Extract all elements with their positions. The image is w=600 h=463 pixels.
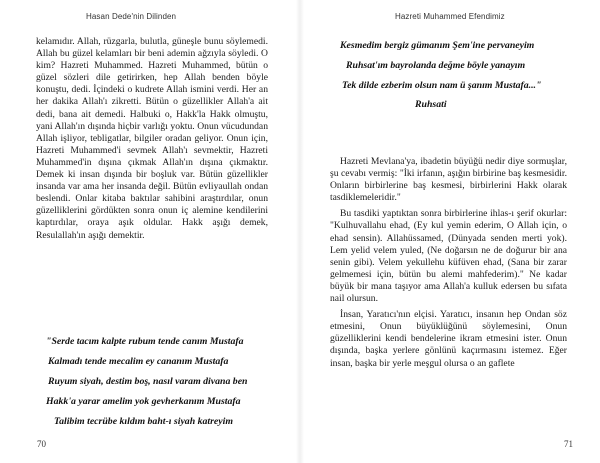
right-paragraph: Hazreti Mevlana'ya, ibadetin büyüğü nedir diye sormuşlar, şu cevabı vermiş: "İki irfanın, aşığın birbirine baş kesmesidir. Onların birbirlerine baş kesmesi, birbirlerini Hakk olarak tasdiklemeleridir." bbox=[330, 156, 567, 204]
left-verse-block bbox=[40, 332, 280, 432]
left-running-header: Hasan Dede'nin Dilinden bbox=[86, 12, 177, 21]
verse-line: Hakk'a yarar amelim yok gevherkanım Mustafa bbox=[46, 396, 241, 407]
verse-line: Kesmedim bergiz gümanım Şem'ine pervaneyim bbox=[340, 40, 535, 51]
verse-line: Kalmadı tende mecalim ey cananım Mustafa bbox=[48, 356, 229, 367]
verse-line: Ruyum siyah, destim boş, nasıl varam divana ben bbox=[48, 376, 248, 387]
left-body-text bbox=[36, 36, 268, 242]
book-gutter bbox=[296, 0, 304, 463]
left-page bbox=[0, 0, 295, 463]
poet-signature: Ruhsati bbox=[415, 99, 447, 110]
left-paragraph: kelamıdır. Allah, rüzgarla, bulutla, güneşle bunu söylemedi. Allah bu güzel kelamları bir beni ademin ağzıyla söyledi. O kim? Hazreti Muhammed. Hazreti Muhammed, bütün o güzel sözleri dile getirirken, hep Allah benden böyle konuştu, dedi. İçindeki o kudrete Allah ismini verdi. Her an her dakika Allah'ı zikretti. Bütün o güzellikler Allah'a ait dedi, bana ait demedi. Halbuki o, Hakk'la Hakk olmuştu, yani Allah'ın dışında hiçbir varlığı yoktu. Onun vücudundan Allah işliyor, tebligatlar, bilgiler oradan geliyor. Onun için, Hazreti Muhammed'i sevmek Allah'ı sevmektir, Hazreti Muhammed'in dışına çıkmak Allah'ın dışına çıkmaktır. Demek ki insan dışında bir boşluk var. Bütün güzellikler insanda var ama her insanda değil. Bütün evliyaullah ondan beslendi. Onlar kitaba baktılar sahibini araştırdılar, onun güzelliklerini gördükten sonra onun iç alemine kendilerini kaptırdılar, oraya aşık oldular. Hakk aşığı demek, Resulallah'ın aşığı demektir. bbox=[36, 36, 268, 241]
right-page bbox=[305, 0, 600, 463]
left-page-number: 70 bbox=[37, 439, 46, 449]
verse-line: Talibim tecrübe kıldım baht-ı siyah katreyim bbox=[54, 416, 233, 427]
right-paragraph: Bu tasdiki yaptıktan sonra birbirlerine ihlas-ı şerif okurlar: "Kulhuvallahu ehad, (Ey kul yemin ederim, O Allah için, o ehad sensin). Allahüssamed, (Dünyada senden merti yok). Lem yelid velem yuled, (Ne doğarsın ne de doğurur bir ana senin gibi). Velem yekullehu küfüven ehad, (Sana bir zarar gelmemesi için, bütün bu alemi mahfederim)." Ne kadar büyük bir mana taşıyor ama Allah'a kulluk edersen bu sıfata nail olursun. bbox=[330, 208, 567, 305]
right-verse-block bbox=[340, 36, 580, 96]
verse-line: Tek dilde ezberim olsun nam ü şanım Mustafa..." bbox=[342, 80, 542, 91]
verse-line: "Serde tacım kalpte rubum tende canım Mustafa bbox=[46, 336, 244, 347]
verse-line: Ruhsat'ım bayrolanda değme böyle yanayım bbox=[346, 60, 526, 71]
right-page-number: 71 bbox=[564, 439, 573, 449]
right-paragraph: İnsan, Yaratıcı'nın elçisi. Yaratıcı, insanın hep Ondan söz etmesini, Onun büyüklüğünü söylemesini, Onun güzelliklerini kendi bendelerine ikram etmesini ister. Onun dışında, başka yerlere gönlünü kaçırmasını istemez. Eğer insan, başka bir yerle meşgul olursa o an gaflete bbox=[330, 309, 567, 369]
right-body-text bbox=[330, 156, 567, 370]
right-running-header: Hazreti Muhammed Efendimiz bbox=[395, 12, 505, 21]
